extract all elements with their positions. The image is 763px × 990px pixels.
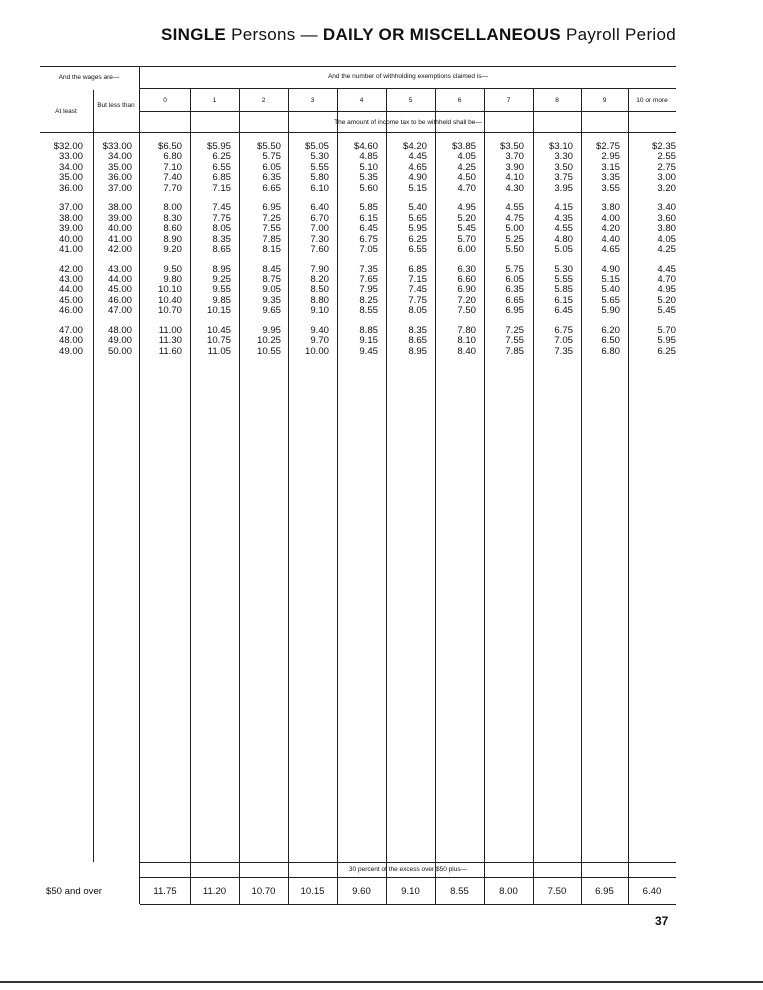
bottom-cell: 8.55 — [450, 886, 469, 897]
percent-top-rule — [140, 862, 676, 863]
table-cell: 8.90 — [163, 233, 182, 245]
table-cell: 39.00 — [107, 212, 132, 224]
bottom-cell: 10.70 — [251, 886, 276, 897]
table-cell: 10.70 — [157, 305, 182, 317]
table-cell: 7.35 — [554, 345, 573, 357]
table-cell: 4.65 — [601, 243, 620, 255]
table-cell: 4.65 — [408, 161, 427, 173]
table-cell: 6.65 — [262, 182, 281, 194]
table-cell: 42.00 — [58, 263, 83, 275]
exemption-column — [616, 142, 676, 367]
table-cell: 33.00 — [58, 151, 83, 163]
table-cell: 4.55 — [554, 223, 573, 235]
bottom-row-label: $50 and over — [46, 886, 103, 897]
table-cell: 7.50 — [457, 305, 476, 317]
table-cell: 5.75 — [262, 151, 281, 163]
table-cell: 6.55 — [408, 243, 427, 255]
table-cell: 8.65 — [408, 335, 427, 347]
table-cell: 5.75 — [505, 263, 524, 275]
footer-rule — [0, 981, 763, 983]
table-cell: 9.50 — [163, 263, 182, 275]
table-cell: 7.25 — [505, 324, 524, 336]
table-cell: $3.85 — [451, 141, 476, 152]
table-cell: 5.80 — [310, 172, 329, 184]
table-cell: 8.55 — [359, 305, 378, 317]
table-cell: 39.00 — [58, 223, 83, 235]
table-cell: $4.20 — [402, 141, 427, 152]
table-cell: 9.95 — [262, 324, 281, 336]
table-cell: $2.75 — [595, 141, 620, 152]
table-cell: 9.85 — [212, 294, 231, 306]
table-cell: 36.00 — [58, 182, 83, 194]
table-cell: 10.25 — [256, 335, 281, 347]
table-cell: 5.55 — [554, 274, 573, 286]
table-top-rule — [40, 66, 676, 67]
table-cell: 3.55 — [601, 182, 620, 194]
table-cell: 3.00 — [657, 172, 676, 184]
table-cell: 10.10 — [157, 284, 182, 296]
table-cell: 10.45 — [206, 324, 231, 336]
table-cell: 4.55 — [505, 202, 524, 214]
table-cell: 6.90 — [457, 284, 476, 296]
table-cell: 6.60 — [457, 274, 476, 286]
table-cell: 9.20 — [163, 243, 182, 255]
table-cell: 46.00 — [107, 294, 132, 306]
table-cell: 6.30 — [457, 263, 476, 275]
table-cell: 6.80 — [163, 151, 182, 163]
table-cell: 5.10 — [359, 161, 378, 173]
table-cell: 6.05 — [505, 274, 524, 286]
exemption-col-header: 2 — [261, 97, 266, 104]
table-cell: 4.30 — [505, 182, 524, 194]
table-cell: 8.60 — [163, 223, 182, 235]
table-cell: 10.75 — [206, 335, 231, 347]
table-cell: 5.65 — [408, 212, 427, 224]
table-cell: 6.80 — [601, 345, 620, 357]
bottom-cell: 11.75 — [153, 886, 177, 897]
table-cell: 4.90 — [601, 263, 620, 275]
table-cell: 8.05 — [408, 305, 427, 317]
table-cell: 4.45 — [408, 151, 427, 163]
table-cell: 37.00 — [58, 202, 83, 214]
bottom-cell: 10.15 — [300, 886, 325, 897]
table-cell: 8.40 — [457, 345, 476, 357]
table-cell: 7.85 — [505, 345, 524, 357]
table-cell: 9.10 — [310, 305, 329, 317]
table-cell: 35.00 — [58, 172, 83, 184]
table-cell: 5.45 — [657, 305, 676, 317]
table-cell: 3.50 — [554, 161, 573, 173]
table-cell: 36.00 — [107, 172, 132, 184]
table-cell: 9.35 — [262, 294, 281, 306]
table-cell: 4.00 — [601, 212, 620, 224]
exemption-col-header: 10 or more — [636, 97, 668, 104]
table-cell: 43.00 — [107, 263, 132, 275]
table-cell: 10.00 — [304, 345, 329, 357]
table-cell: 2.95 — [601, 151, 620, 163]
bottom-cell: 9.10 — [401, 886, 420, 897]
table-cell: 6.35 — [505, 284, 524, 296]
bottom-cell: 6.40 — [642, 886, 662, 897]
table-cell: 6.25 — [408, 233, 427, 245]
table-cell: 8.80 — [310, 294, 329, 306]
table-cell: 5.30 — [310, 151, 329, 163]
table-cell: 8.00 — [163, 202, 182, 214]
table-cell: 6.15 — [554, 294, 573, 306]
table-cell: $2.35 — [651, 141, 676, 152]
table-cell: 8.30 — [163, 212, 182, 224]
table-cell: 3.95 — [554, 182, 573, 194]
table-cell: 7.80 — [457, 324, 476, 336]
table-cell: $5.95 — [206, 141, 231, 152]
table-cell: 6.45 — [554, 305, 573, 317]
table-cell: 8.50 — [310, 284, 329, 296]
table-cell: 35.00 — [107, 161, 132, 173]
table-cell: 5.50 — [505, 243, 524, 255]
table-cell: 4.45 — [657, 263, 676, 275]
table-cell: 6.45 — [359, 223, 378, 235]
exemption-col-header: 1 — [212, 97, 217, 104]
table-cell: 5.05 — [554, 243, 573, 255]
col-header-top-rule — [140, 88, 676, 89]
table-cell: 7.55 — [262, 223, 281, 235]
exemptions-header: And the number of withholding exemptions claimed is— — [327, 73, 489, 80]
table-cell: 3.70 — [505, 151, 524, 163]
table-cell: 2.75 — [657, 161, 676, 173]
table-cell: 4.35 — [554, 212, 573, 224]
bottom-cell: 7.50 — [547, 886, 567, 897]
at-least-header: At least — [55, 108, 77, 115]
table-cell: 8.05 — [212, 223, 231, 235]
table-cell: 11.60 — [158, 345, 182, 357]
table-cell: $4.60 — [353, 141, 378, 152]
table-cell: 6.85 — [212, 172, 231, 184]
table-cell: 7.55 — [505, 335, 524, 347]
table-cell: 3.80 — [657, 223, 676, 235]
table-cell: 6.95 — [505, 305, 524, 317]
table-cell: 7.70 — [163, 182, 182, 194]
table-cell: 7.35 — [359, 263, 378, 275]
table-cell: 46.00 — [58, 305, 83, 317]
table-cell: 7.00 — [310, 223, 329, 235]
table-cell: 4.05 — [657, 233, 676, 245]
table-cell: $5.50 — [256, 141, 281, 152]
bottom-cell: 6.95 — [595, 886, 614, 897]
exemption-column — [560, 142, 620, 367]
table-cell: 5.40 — [408, 202, 427, 214]
table-cell: 7.65 — [359, 274, 378, 286]
table-cell: 9.40 — [310, 324, 329, 336]
table-cell: 5.95 — [408, 223, 427, 235]
table-cell: 4.50 — [457, 172, 476, 184]
table-cell: 8.95 — [212, 263, 231, 275]
table-cell: 5.95 — [657, 335, 676, 347]
table-cell: 6.65 — [505, 294, 524, 306]
exemption-col-header: 0 — [163, 97, 167, 104]
table-cell: 8.65 — [212, 243, 231, 255]
table-cell: 40.00 — [58, 233, 83, 245]
table-cell: 7.40 — [163, 172, 182, 184]
table-cell: 7.75 — [408, 294, 427, 306]
table-cell: 4.85 — [359, 151, 378, 163]
table-cell: 4.20 — [601, 223, 620, 235]
exemption-col-header: 3 — [310, 97, 315, 104]
table-cell: 9.80 — [163, 274, 182, 286]
table-cell: 45.00 — [58, 294, 83, 306]
table-cell: 6.40 — [310, 202, 329, 214]
table-cell: 4.15 — [554, 202, 573, 214]
table-cell: 5.35 — [359, 172, 378, 184]
table-cell: 5.15 — [408, 182, 427, 194]
table-cell: 7.20 — [457, 294, 476, 306]
table-cell: 6.55 — [212, 161, 231, 173]
table-cell: 6.00 — [457, 243, 476, 255]
bottom-cell: 11.20 — [202, 886, 227, 897]
exemption-col-header: 7 — [506, 97, 511, 104]
table-cell: 8.35 — [212, 233, 231, 245]
table-cell: 4.70 — [457, 182, 476, 194]
table-cell: 7.30 — [310, 233, 329, 245]
table-cell: 5.60 — [359, 182, 378, 194]
table-cell: 4.75 — [505, 212, 524, 224]
table-cell: $6.50 — [157, 141, 182, 152]
page-number: 37 — [655, 914, 669, 928]
table-cell: 5.00 — [505, 223, 524, 235]
table-cell: 6.50 — [601, 335, 620, 347]
table-cell: 7.05 — [554, 335, 573, 347]
table-cell: 8.15 — [262, 243, 281, 255]
table-cell: 7.15 — [408, 274, 427, 286]
table-cell: 4.90 — [408, 172, 427, 184]
table-cell: 44.00 — [58, 284, 83, 296]
table-cell: 49.00 — [58, 345, 83, 357]
table-cell: 6.75 — [554, 324, 573, 336]
table-cell: 3.15 — [601, 161, 620, 173]
table-cell: 8.20 — [310, 274, 329, 286]
table-cell: 9.55 — [212, 284, 231, 296]
table-cell: 7.75 — [212, 212, 231, 224]
table-cell: 37.00 — [107, 182, 132, 194]
table-cell: 6.25 — [212, 151, 231, 163]
table-cell: 4.95 — [657, 284, 676, 296]
table-cell: 50.00 — [107, 345, 132, 357]
table-cell: $33.00 — [102, 141, 132, 152]
table-cell: 11.30 — [158, 335, 182, 347]
table-cell: 45.00 — [107, 284, 132, 296]
table-cell: 9.45 — [359, 345, 378, 357]
table-cell: 38.00 — [58, 212, 83, 224]
table-cell: 48.00 — [107, 324, 132, 336]
table-cell: 3.60 — [657, 212, 676, 224]
table-cell: 6.05 — [262, 161, 281, 173]
table-cell: 8.25 — [359, 294, 378, 306]
table-cell: $32.00 — [53, 141, 83, 152]
table-cell: 8.85 — [359, 324, 378, 336]
table-cell: 4.70 — [657, 274, 676, 286]
table-cell: 5.45 — [457, 223, 476, 235]
table-cell: 6.15 — [359, 212, 378, 224]
table-cell: 7.25 — [262, 212, 281, 224]
table-cell: 7.95 — [359, 284, 378, 296]
table-cell: 6.85 — [408, 263, 427, 275]
exemption-col-header: 8 — [555, 97, 559, 104]
percent-header: 30 percent of the excess over $50 plus— — [348, 866, 468, 873]
table-cell: 10.15 — [206, 305, 231, 317]
table-cell: 8.35 — [408, 324, 427, 336]
table-cell: 6.95 — [262, 202, 281, 214]
table-cell: 4.25 — [457, 161, 476, 173]
wages-header: And the wages are— — [58, 74, 120, 81]
exemption-col-header: 9 — [602, 97, 607, 104]
table-cell: 3.20 — [657, 182, 676, 194]
table-cell: 4.40 — [601, 233, 620, 245]
table-cell: 11.05 — [207, 345, 231, 357]
table-cell: 5.30 — [554, 263, 573, 275]
table-cell: $3.50 — [499, 141, 524, 152]
table-cell: 5.85 — [554, 284, 573, 296]
table-cell: 41.00 — [58, 243, 83, 255]
table-cell: 7.45 — [408, 284, 427, 296]
table-cell: 43.00 — [58, 274, 83, 286]
bottom-cell: 8.00 — [499, 886, 518, 897]
table-cell: 8.45 — [262, 263, 281, 275]
exemption-col-header: 6 — [457, 97, 462, 104]
table-cell: 38.00 — [107, 202, 132, 214]
table-cell: 3.90 — [505, 161, 524, 173]
table-cell: 41.00 — [107, 233, 132, 245]
table-cell: 4.95 — [457, 202, 476, 214]
table-cell: 6.20 — [601, 324, 620, 336]
table-cell: 6.35 — [262, 172, 281, 184]
table-cell: 9.70 — [310, 335, 329, 347]
table-cell: 3.75 — [554, 172, 573, 184]
amount-header: The amount of income tax to be withheld shall be— — [334, 119, 482, 126]
table-cell: 47.00 — [58, 324, 83, 336]
table-cell: 6.10 — [310, 182, 329, 194]
table-cell: 3.40 — [657, 202, 676, 214]
exemption-col-header: 4 — [359, 97, 364, 104]
table-cell: 9.65 — [262, 305, 281, 317]
table-cell: 9.05 — [262, 284, 281, 296]
table-cell: 7.90 — [310, 263, 329, 275]
table-cell: 44.00 — [107, 274, 132, 286]
table-cell: 5.90 — [601, 305, 620, 317]
table-cell: 4.05 — [457, 151, 476, 163]
table-cell: 7.60 — [310, 243, 329, 255]
table-cell: 5.85 — [359, 202, 378, 214]
table-cell: 6.25 — [657, 345, 676, 357]
table-cell: 9.25 — [212, 274, 231, 286]
table-cell: 7.10 — [163, 161, 182, 173]
table-cell: 3.30 — [554, 151, 573, 163]
table-cell: 8.95 — [408, 345, 427, 357]
table-cell: 3.80 — [601, 202, 620, 214]
table-cell: 34.00 — [58, 161, 83, 173]
table-cell: 5.20 — [657, 294, 676, 306]
table-cell: 34.00 — [107, 151, 132, 163]
table-cell: 7.15 — [212, 182, 231, 194]
percent-bottom-rule — [140, 877, 676, 878]
bottom-cell: 9.60 — [352, 886, 371, 897]
exemption-col-header: 5 — [408, 97, 413, 104]
table-cell: $5.05 — [304, 141, 329, 152]
table-cell: $3.10 — [548, 141, 573, 152]
table-cell: 5.70 — [457, 233, 476, 245]
table-cell: 4.80 — [554, 233, 573, 245]
table-cell: 10.55 — [256, 345, 281, 357]
table-cell: 5.25 — [505, 233, 524, 245]
col-header-bottom-rule — [140, 111, 676, 112]
table-cell: 47.00 — [107, 305, 132, 317]
table-cell: 8.75 — [262, 274, 281, 286]
table-cell: 9.15 — [359, 335, 378, 347]
table-cell: 5.15 — [601, 274, 620, 286]
table-cell: 7.05 — [359, 243, 378, 255]
table-cell: 48.00 — [58, 335, 83, 347]
table-cell: 5.70 — [657, 324, 676, 336]
table-cell: 5.55 — [310, 161, 329, 173]
table-cell: 4.10 — [505, 172, 524, 184]
table-cell: 10.40 — [157, 294, 182, 306]
table-cell: 5.65 — [601, 294, 620, 306]
table-cell: 2.55 — [657, 151, 676, 163]
page-title: SINGLE Persons — DAILY OR MISCELLANEOUS Payroll Period — [160, 25, 676, 44]
table-cell: 42.00 — [107, 243, 132, 255]
table-cell: 6.75 — [359, 233, 378, 245]
table-cell: 5.20 — [457, 212, 476, 224]
table-cell: 4.25 — [657, 243, 676, 255]
table-cell: 5.40 — [601, 284, 620, 296]
table-cell: 7.85 — [262, 233, 281, 245]
table-cell: 49.00 — [107, 335, 132, 347]
but-less-header: But less than — [97, 102, 135, 109]
table-cell: 7.45 — [212, 202, 231, 214]
table-cell: 40.00 — [107, 223, 132, 235]
table-cell: 6.70 — [310, 212, 329, 224]
table-cell: 3.35 — [601, 172, 620, 184]
table-cell: 11.00 — [158, 324, 182, 336]
table-bottom-rule — [140, 904, 676, 905]
table-cell: 8.10 — [457, 335, 476, 347]
